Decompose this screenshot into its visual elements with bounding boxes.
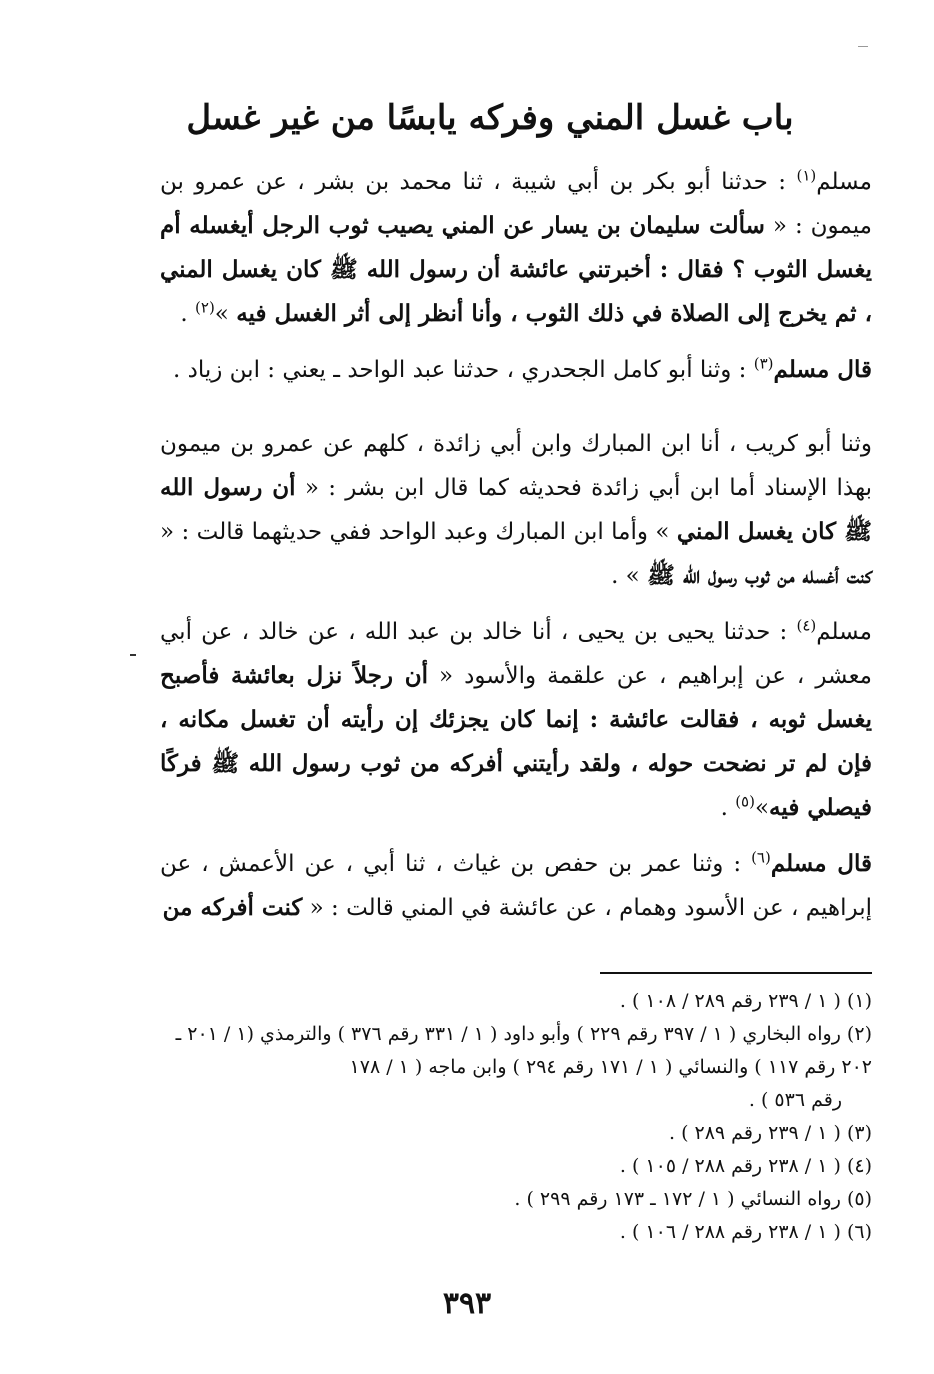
matn-text: كنت أفركه من: [162, 894, 303, 921]
footnote-separator: [600, 972, 872, 974]
footnote-ref-5: (٥): [735, 792, 755, 811]
page-number: ٣٩٣: [442, 1286, 492, 1321]
footnote-ref-2: (٢): [195, 298, 215, 317]
hadith-paragraph-5: [160, 842, 872, 930]
hadith-paragraph-4: [160, 610, 872, 830]
scan-mark: [858, 46, 868, 47]
footnote-2: (٢) رواه البخاري ( ١ / ٣٩٧ رقم ٢٢٩ ) وأبو داود ( ١ / ٣٣١ رقم ٣٧٦ ) والترمذي (١ / ٢٠١ ـ ٢٠٢ رقم ١١٧ ) والنسائي ( ١ / ١٧١ رقم ٢٩٤ ) وابن ماجه ( ١ / ١٧٨: [175, 1023, 872, 1078]
matn-text: أن رسول الله ﷺ كان يغسل المني: [160, 474, 872, 545]
matn-text: أن رجلاً نزل بعائشة فأصبح يغسل ثوبه ، فقالت عائشة : إنما كان يجزئك إن رأيته أن تغسل مكانه ، فإن لم تر نضحت حوله ، ولقد رأيتني أفركه من ثوب رسول الله ﷺ فركًا فيصلي فيه: [160, 662, 872, 821]
main-text: [160, 160, 872, 942]
source-name: مسلم: [816, 619, 872, 645]
footnote-ref-1: (١): [796, 166, 817, 185]
isnad-text: : حدثنا أبو بكر بن أبي شيبة ، ثنا محمد بن بشر ، عن عمرو بن ميمون : «: [160, 169, 872, 239]
scan-mark: [130, 654, 136, 656]
footnote-2-continued: رقم ٥٣٦ ) .: [748, 1089, 842, 1111]
footnotes: [160, 985, 872, 1249]
source-name: مسلم: [816, 169, 872, 195]
isnad-text: » وأما ابن المبارك وعبد الواحد ففي حديثهما قالت : «: [160, 519, 677, 545]
period: .: [180, 301, 196, 327]
source-name: قال مسلم: [770, 850, 872, 877]
footnote-3: (٣) ( ١ / ٢٣٩ رقم ٢٨٩ ) .: [668, 1122, 872, 1144]
source-name: قال مسلم: [773, 356, 872, 383]
hadith-paragraph-2: [160, 348, 872, 392]
footnote-1: (١) ( ١ / ٢٣٩ رقم ٢٨٩ / ١٠٨ ) .: [619, 990, 872, 1012]
footnote-6: (٦) ( ١ / ٢٣٨ رقم ٢٨٨ / ١٠٦ ) .: [619, 1221, 872, 1243]
footnote-ref-3: (٣): [753, 354, 774, 373]
quote-close: » .: [611, 563, 648, 589]
hadith-paragraph-3: [160, 422, 872, 598]
footnote-ref-6: (٦): [751, 848, 771, 867]
isnad-text: وثنا أبو كريب ، أنا ابن المبارك وابن أبي زائدة ، كلهم عن عمرو بن ميمون بهذا الإسناد أما ابن أبي زائدة فحديثه كما قال ابن بشر : «: [160, 431, 872, 501]
matn-text: سألت سليمان بن يسار عن المني يصيب ثوب الرجل أيغسله أم يغسل الثوب ؟ فقال : أخبرتني عائشة أن رسول الله ﷺ كان يغسل المني ، ثم يخرج إلى الصلاة في ذلك الثوب ، وأنا أنظر إلى أثر الغسل فيه: [160, 212, 872, 327]
quote-close: »: [754, 795, 770, 821]
hadith-paragraph-1: [160, 160, 872, 336]
isnad-text: : وثنا أبو كامل الجحدري ، حدثنا عبد الواحد ـ يعني : ابن زياد .: [172, 357, 754, 383]
quote-close: »: [214, 301, 237, 327]
footnote-4: (٤) ( ١ / ٢٣٨ رقم ٢٨٨ / ١٠٥ ) .: [619, 1155, 872, 1177]
chapter-title: باب غسل المني وفركه يابسًا من غير غسل: [186, 98, 794, 138]
footnote-5: (٥) رواه النسائي ( ١ / ١٧٢ ـ ١٧٣ رقم ٢٩٩ ) .: [514, 1188, 872, 1210]
matn-text: كنت أغسله من ثوب رسول الله ﷺ: [647, 562, 872, 589]
period: .: [720, 795, 736, 821]
footnote-ref-4: (٤): [796, 616, 817, 635]
isnad-text: : حدثنا يحيى بن يحيى ، أنا خالد بن عبد الله ، عن خالد ، عن أبي معشر ، عن إبراهيم ، عن علقمة والأسود «: [160, 619, 872, 689]
isnad-text: : وثنا عمر بن حفص بن غياث ، ثنا أبي ، عن الأعمش ، عن إبراهيم ، عن الأسود وهمام ، عن عائشة في المني قالت : «: [160, 851, 872, 921]
